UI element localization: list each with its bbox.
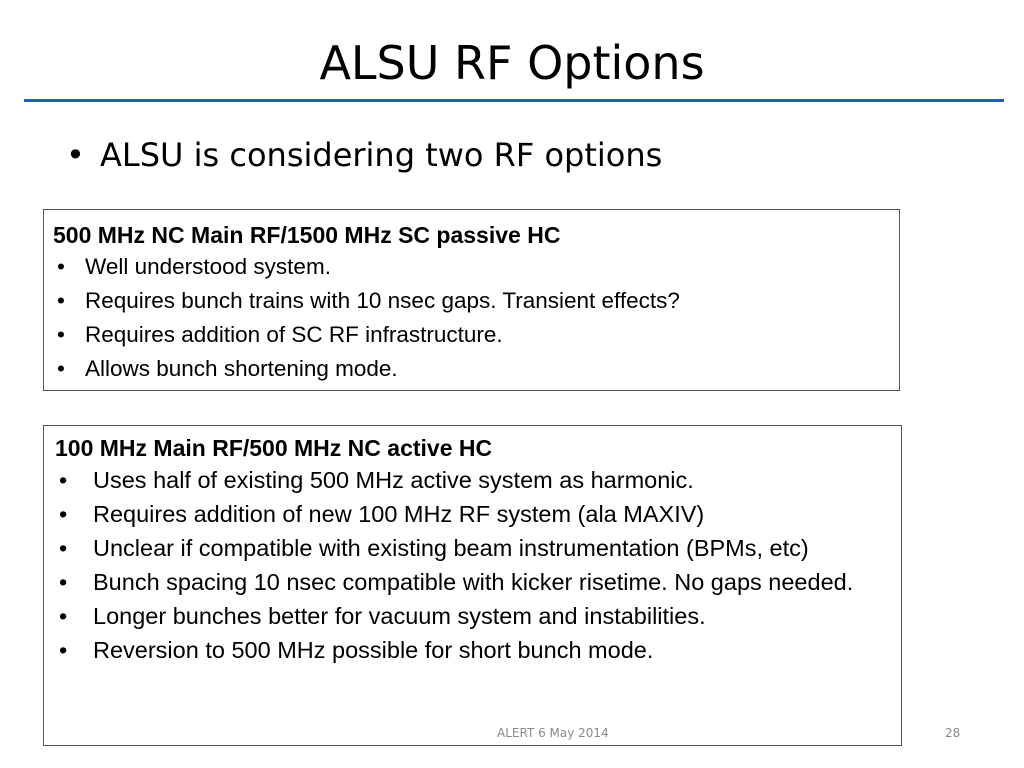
bullet-icon: • <box>59 501 68 527</box>
option-box-100mhz <box>43 425 902 746</box>
list-item <box>53 250 889 284</box>
intro-bullet-text: ALSU is considering two RF options <box>100 136 663 174</box>
option-box-500mhz <box>43 209 900 391</box>
list-item-text: Longer bunches better for vacuum system and instabilities. <box>93 603 706 629</box>
bullet-icon: • <box>59 637 68 663</box>
list-item-text: Well understood system. <box>85 254 331 279</box>
list-item <box>53 352 889 386</box>
list-item-text: Unclear if compatible with existing beam instrumentation (BPMs, etc) <box>93 535 809 561</box>
list-item <box>55 531 891 565</box>
option-bullet-list <box>55 463 891 667</box>
slide-title: ALSU RF Options <box>319 36 705 90</box>
bullet-icon: • <box>59 535 68 561</box>
list-item-text: Uses half of existing 500 MHz active system as harmonic. <box>93 467 694 493</box>
bullet-icon: • <box>57 322 65 347</box>
bullet-icon: • <box>57 254 65 279</box>
bullet-icon: • <box>57 356 65 381</box>
list-item <box>55 497 891 531</box>
intro-bullet <box>66 133 662 177</box>
list-item <box>53 284 889 318</box>
list-item <box>55 565 891 599</box>
option-bullet-list <box>53 250 889 386</box>
bullet-icon: • <box>59 569 68 595</box>
list-item-text: Allows bunch shortening mode. <box>85 356 398 381</box>
footer-event-date: ALERT 6 May 2014 <box>497 726 609 740</box>
list-item-text: Requires addition of new 100 MHz RF system (ala MAXIV) <box>93 501 705 527</box>
bullet-icon: • <box>59 603 68 629</box>
bullet-icon: • <box>59 467 68 493</box>
option-box-title: 500 MHz NC Main RF/1500 MHz SC passive HC <box>53 222 561 248</box>
list-item-text: Requires addition of SC RF infrastructure. <box>85 322 503 347</box>
list-item <box>55 599 891 633</box>
bullet-icon: • <box>66 136 85 174</box>
bullet-icon: • <box>57 288 65 313</box>
list-item <box>55 633 891 667</box>
list-item-text: Requires bunch trains with 10 nsec gaps. Transient effects? <box>85 288 680 313</box>
list-item <box>55 463 891 497</box>
list-item-text: Reversion to 500 MHz possible for short bunch mode. <box>93 637 654 663</box>
page-number: 28 <box>945 726 961 740</box>
list-item-text: Bunch spacing 10 nsec compatible with kicker risetime. No gaps needed. <box>93 569 854 595</box>
title-divider <box>24 99 1004 102</box>
option-box-title: 100 MHz Main RF/500 MHz NC active HC <box>55 435 493 461</box>
list-item <box>53 318 889 352</box>
